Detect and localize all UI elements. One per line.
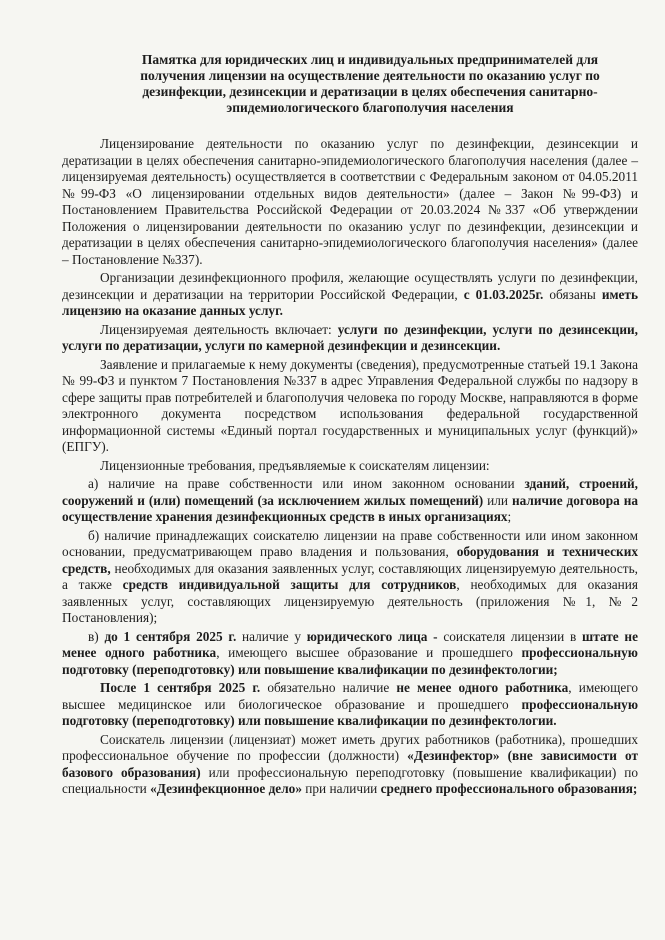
paragraph-requirements-heading [62, 458, 638, 475]
text-run: , необходимых для оказания заявленных услуг, составляющих лицензируемую деятельность (приложения №1, №2 Постановления); [62, 577, 638, 625]
paragraph-activities [62, 322, 638, 355]
document-content [62, 52, 638, 800]
requirement-a [62, 476, 638, 526]
requirement-b [62, 528, 638, 627]
text-run: или профессиональную переподготовку (повышение квалификации) по специальности [62, 764, 638, 796]
bold-text-run: до 1 сентября 2025 г. [104, 628, 237, 644]
bold-text-run: профессиональную подготовку (переподготовку) или повышение квалификации по дезинфектологии; [62, 645, 638, 677]
bold-text-run: средств индивидуальной защиты для сотрудников [122, 577, 457, 592]
paragraph-other-workers [62, 732, 638, 798]
bold-text-run: юридического лица - [306, 628, 438, 644]
text-run: обязаны [543, 286, 602, 302]
text-run: Лицензируемая деятельность включает: [100, 321, 338, 337]
bold-text-run: зданий, строений, сооружений и (или) помещений (за исключением жилых помещений) [62, 476, 638, 508]
bold-text-run: штате не менее одного работника [62, 628, 638, 660]
text-run: обязательно наличие [260, 680, 397, 695]
text-run: соискателя лицензии в [437, 628, 583, 644]
bold-text-run: с 01.03.2025г. [463, 286, 544, 302]
paragraph-application [62, 357, 638, 456]
bold-text-run: После 1 сентября 2025 г. [100, 680, 261, 695]
text-run: или [483, 492, 512, 508]
paragraph-license-required [62, 270, 638, 320]
paragraph-intro [62, 136, 638, 268]
text-run: ; [507, 509, 512, 524]
bold-text-run: профессиональную подготовку (переподготовку) или повышение квалификации по дезинфектологии. [62, 696, 638, 728]
text-run: , имеющего высшее образование и прошедшего [216, 645, 522, 660]
document-body [62, 136, 638, 798]
text-run: Лицензирование деятельности по оказанию услуг по дезинфекции, дезинсекции и дератизации в целях обеспечения санитарно-эпидемиологического благополучия населения (далее – лицензируемая деятельность) осуществляется в соответствии с Федеральным законом от 04.05.2011 №99-ФЗ «О лицензировании отдельных видов деятельности» (далее – Закон №99-ФЗ) и Постановлением Правительства Российской Федерации от 20.03.2024 №337 «Об утверждении Положения о лицензировании деятельности по оказанию услуг по дезинфекции, дезинсекции и дератизации в целях обеспечения санитарно-эпидемиологического благополучия населения» (далее – Постановление №337). [62, 136, 638, 267]
text-run: Соискатель лицензии (лицензиат) может иметь других работников (работника), прошедших профессиональное обучение по профессии (должности) [62, 731, 638, 763]
requirement-v [62, 629, 638, 679]
text-run: необходимых для оказания заявленных услуг, составляющих лицензируемую деятельность, а также [62, 560, 638, 592]
text-run: б) наличие принадлежащих соискателю лицензии на праве собственности или ином законном основании, предусматривающем право владения и пользования, [62, 527, 638, 559]
text-run: Лицензионные требования, предъявляемые к соискателям лицензии: [100, 457, 490, 473]
document-title: Памятка для юридических лиц и индивидуальных предпринимателей для получения лицензии на осуществление деятельности по оказанию услуг по дезинфекции, дезинсекции и дератизации в целях обеспечения санитарно-эпидемиологического благополучия населения [140, 52, 600, 115]
bold-text-run: наличие договора на осуществление хранения дезинфекционных средств в иных организациях [62, 492, 639, 524]
text-run: Организации дезинфекционного профиля, желающие осуществлять услуги по дезинфекции, дезинсекции и дератизации на территории Российской Федерации, [62, 270, 638, 302]
bold-text-run: услуги по дезинфекции, услуги по дезинсекции, услуги по дератизации, услуги по камерной дезинфекции и дезинсекции. [62, 321, 638, 353]
text-run: в) [88, 628, 105, 644]
text-run: при наличии [301, 781, 381, 796]
bold-text-run: иметь лицензию на оказание данных услуг. [62, 286, 638, 318]
bold-text-run: среднего профессионального образования; [380, 781, 638, 796]
bold-text-run: не менее одного работника [396, 680, 569, 695]
bold-text-run: оборудования и технических средств, [62, 544, 639, 576]
text-run: наличие у [236, 628, 307, 644]
text-run: Заявление и прилагаемые к нему документы (сведения), предусмотренные статьей 19.1 Закона № 99-ФЗ и пунктом 7 Постановления №337 в адрес Управления Федеральной службы по надзору в сфере защиты прав потребителей и благополучия человека по городу Москве, направляются в форме электронного документа посредством использования федеральной государственной информационной системы «Единый портал государственных и муниципальных услуг (функций)» (ЕПГУ). [62, 356, 638, 454]
bold-text-run: «Дезинфекционное дело» [150, 781, 302, 796]
text-run: , имеющего высшее медицинское или биологическое образование и прошедшего [62, 680, 638, 712]
bold-text-run: «Дезинфектор» (вне зависимости от базового образования) [62, 748, 639, 780]
text-run: а) наличие на праве собственности или ином законном основании [88, 476, 525, 491]
paragraph-after-september [62, 680, 638, 730]
